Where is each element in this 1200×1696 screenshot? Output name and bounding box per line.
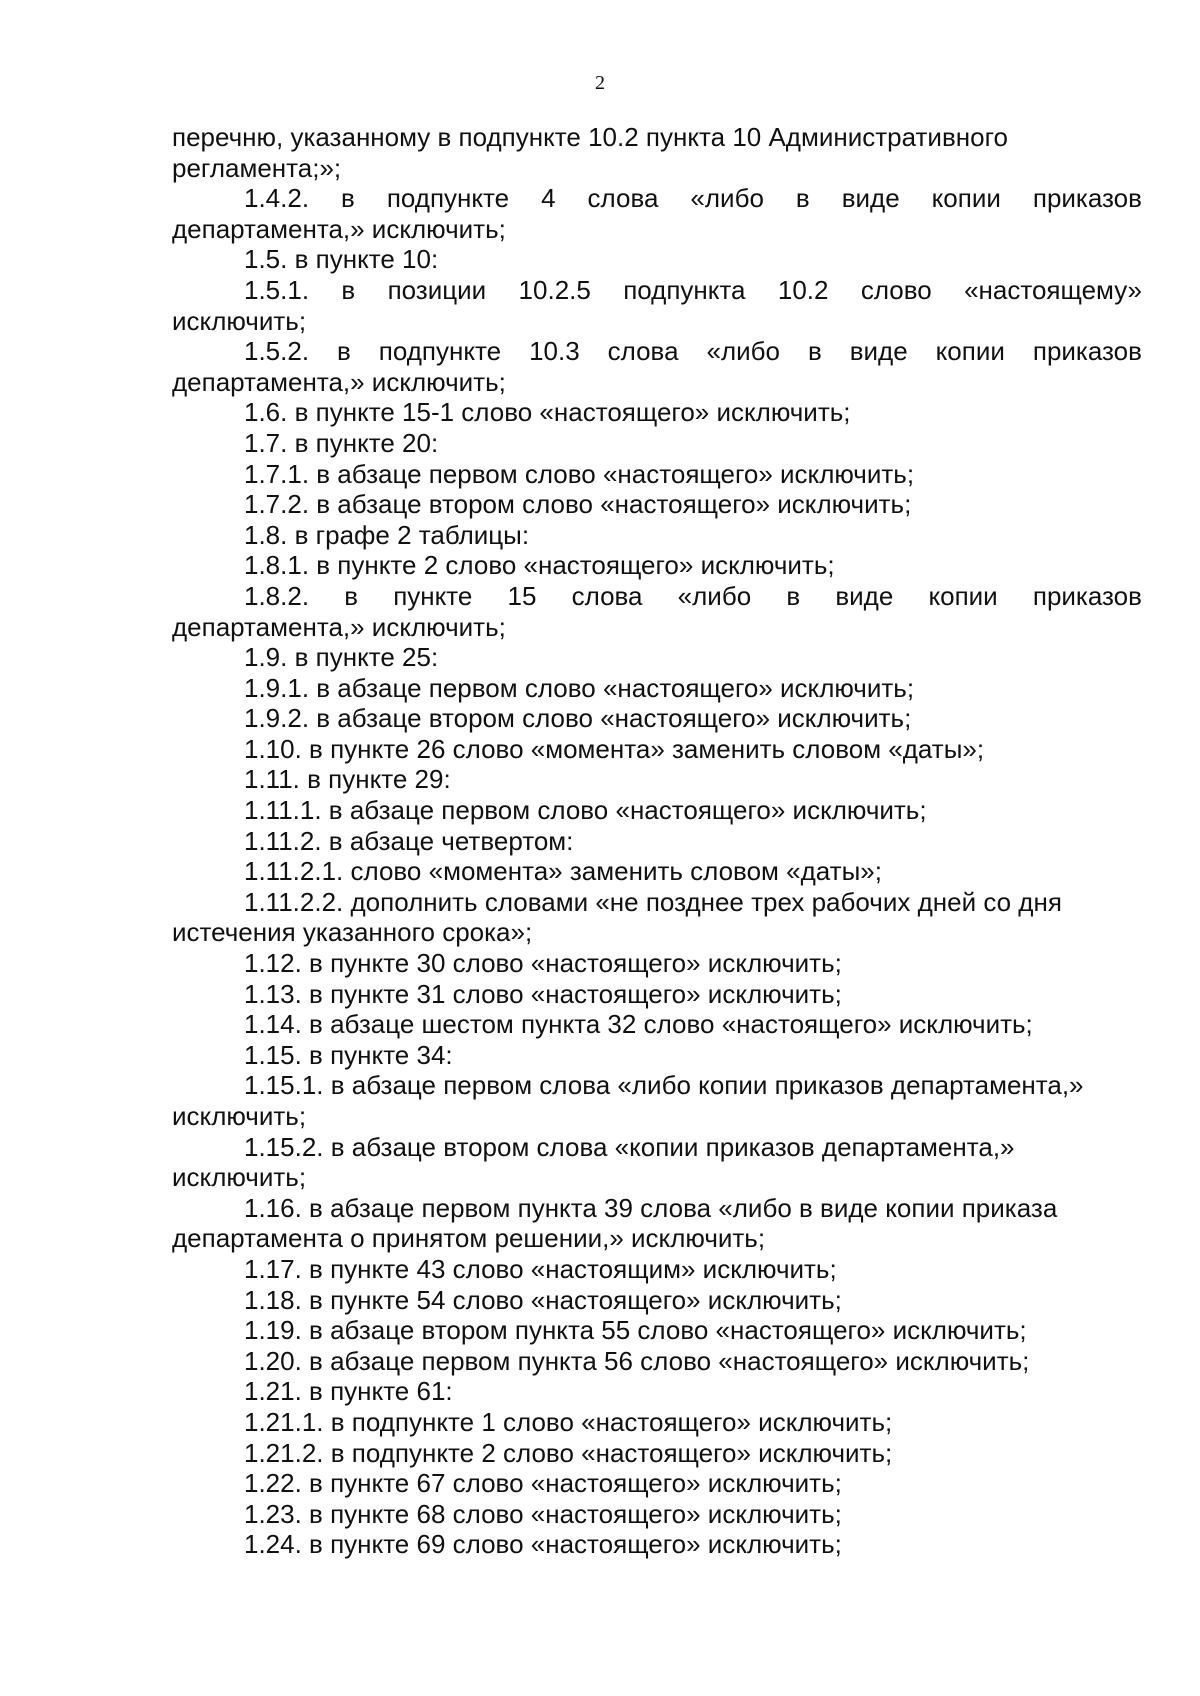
word: слова bbox=[571, 580, 643, 611]
word: в bbox=[344, 580, 359, 611]
text-line: 1.12. в пункте 30 слово «настоящего» исключить; bbox=[244, 948, 842, 979]
text-line: исключить; bbox=[172, 305, 307, 336]
text-line: 1.15. в пункте 34: bbox=[244, 1039, 453, 1070]
text-line: 1.7.2. в абзаце втором слово «настоящего» исключить; bbox=[244, 489, 912, 520]
text-line: 1.8.1. в пункте 2 слово «настоящего» исключить; bbox=[244, 550, 835, 581]
text-line: департамента,» исключить; bbox=[172, 366, 506, 397]
word: «либо bbox=[706, 336, 780, 367]
text-line: 1.11.1. в абзаце первом слово «настоящего» исключить; bbox=[244, 795, 927, 826]
text-line: 1.11.2.2. дополнить словами «не позднее трех рабочих дней со дня bbox=[244, 886, 1062, 917]
text-line bbox=[172, 581, 1142, 612]
text-line: регламента;»; bbox=[172, 152, 342, 183]
text-line: департамента,» исключить; bbox=[172, 213, 506, 244]
text-line: 1.6. в пункте 15-1 слово «настоящего» исключить; bbox=[244, 397, 851, 428]
word: подпункте bbox=[378, 336, 502, 367]
word: копии bbox=[931, 183, 1001, 214]
document-body bbox=[172, 122, 1142, 1560]
text-line: 1.16. в абзаце первом пункта 39 слова «либо в виде копии приказа bbox=[244, 1192, 1058, 1223]
text-line: 1.21.1. в подпункте 1 слово «настоящего» исключить; bbox=[244, 1406, 893, 1437]
word: в bbox=[786, 580, 801, 611]
word: 10.2.5 bbox=[518, 274, 591, 305]
text-line: 1.11.2.1. слово «момента» заменить словом «даты»; bbox=[244, 856, 882, 887]
word: виде bbox=[835, 580, 894, 611]
word: приказов bbox=[1032, 183, 1142, 214]
word: приказов bbox=[1032, 580, 1142, 611]
word: 10.3 bbox=[529, 336, 580, 367]
text-line: 1.18. в пункте 54 слово «настоящего» исключить; bbox=[244, 1284, 842, 1315]
text-line: 1.19. в абзаце втором пункта 55 слово «настоящего» исключить; bbox=[244, 1315, 1027, 1346]
text-line: 1.9. в пункте 25: bbox=[244, 642, 439, 673]
word: в bbox=[807, 336, 822, 367]
word: 1.5.2. bbox=[244, 336, 310, 367]
text-line: 1.21. в пункте 61: bbox=[244, 1376, 453, 1407]
text-line: 1.15.2. в абзаце втором слова «копии приказов департамента,» bbox=[244, 1131, 1015, 1162]
text-line: 1.14. в абзаце шестом пункта 32 слово «настоящего» исключить; bbox=[244, 1009, 1033, 1040]
word: позиции bbox=[387, 274, 487, 305]
word: слово bbox=[860, 274, 932, 305]
word: подпункте bbox=[386, 183, 510, 214]
text-line: 1.7. в пункте 20: bbox=[244, 427, 439, 458]
text-line: исключить; bbox=[172, 1162, 307, 1193]
word: подпункта bbox=[623, 274, 746, 305]
word: виде bbox=[841, 183, 900, 214]
word: пункте bbox=[393, 580, 473, 611]
word: слова bbox=[587, 183, 659, 214]
word: «либо bbox=[677, 580, 752, 611]
text-line bbox=[172, 183, 1142, 214]
text-line: 1.21.2. в подпункте 2 слово «настоящего» исключить; bbox=[244, 1437, 893, 1468]
word: 10.2 bbox=[777, 274, 829, 305]
text-line: истечения указанного срока»; bbox=[172, 917, 533, 948]
text-line: 1.8. в графе 2 таблицы: bbox=[244, 519, 530, 550]
text-line bbox=[172, 336, 1142, 367]
text-line: исключить; bbox=[172, 1101, 307, 1131]
text-line: 1.11. в пункте 29: bbox=[244, 764, 451, 795]
word: 4 bbox=[541, 183, 556, 214]
text-line: 1.22. в пункте 67 слово «настоящего» исключить; bbox=[244, 1468, 842, 1499]
word: слова bbox=[607, 336, 679, 367]
word: копии bbox=[935, 336, 1005, 367]
text-line: перечню, указанному в подпункте 10.2 пункта 10 Административного bbox=[172, 122, 1008, 152]
word: 1.8.2. bbox=[244, 580, 310, 611]
text-line: 1.9.2. в абзаце втором слово «настоящего» исключить; bbox=[244, 703, 912, 734]
text-line: департамента о принятом решении,» исключить; bbox=[172, 1223, 766, 1254]
text-line: 1.10. в пункте 26 слово «момента» заменить словом «даты»; bbox=[244, 733, 985, 764]
text-line: 1.13. в пункте 31 слово «настоящего» исключить; bbox=[244, 978, 842, 1009]
word: в bbox=[795, 183, 810, 214]
word: в bbox=[337, 336, 351, 367]
text-line: департамента,» исключить; bbox=[172, 611, 506, 642]
text-line: 1.11.2. в абзаце четвертом: bbox=[244, 825, 574, 856]
text-line: 1.20. в абзаце первом пункта 56 слово «настоящего» исключить; bbox=[244, 1345, 1030, 1376]
page-number: 2 bbox=[595, 72, 605, 94]
word: копии bbox=[928, 580, 998, 611]
word: «настоящему» bbox=[964, 274, 1142, 305]
word: 1.5.1. bbox=[244, 274, 310, 305]
word: в bbox=[341, 183, 355, 214]
text-line: 1.23. в пункте 68 слово «настоящего» исключить; bbox=[244, 1498, 842, 1529]
word: «либо bbox=[690, 183, 764, 214]
text-line: 1.7.1. в абзаце первом слово «настоящего» исключить; bbox=[244, 458, 915, 489]
word: приказов bbox=[1032, 336, 1142, 367]
word: 15 bbox=[507, 580, 537, 611]
text-line: 1.15.1. в абзаце первом слова «либо копии приказов департамента,» bbox=[244, 1070, 1084, 1101]
text-line: 1.5. в пункте 10: bbox=[244, 244, 439, 275]
word: виде bbox=[849, 336, 908, 367]
text-line: 1.17. в пункте 43 слово «настоящим» исключить; bbox=[244, 1253, 837, 1284]
text-line bbox=[172, 275, 1142, 306]
word: 1.4.2. bbox=[244, 183, 310, 214]
text-line: 1.9.1. в абзаце первом слово «настоящего» исключить; bbox=[244, 672, 915, 703]
word: в bbox=[341, 274, 356, 305]
text-line: 1.24. в пункте 69 слово «настоящего» исключить; bbox=[244, 1529, 842, 1560]
